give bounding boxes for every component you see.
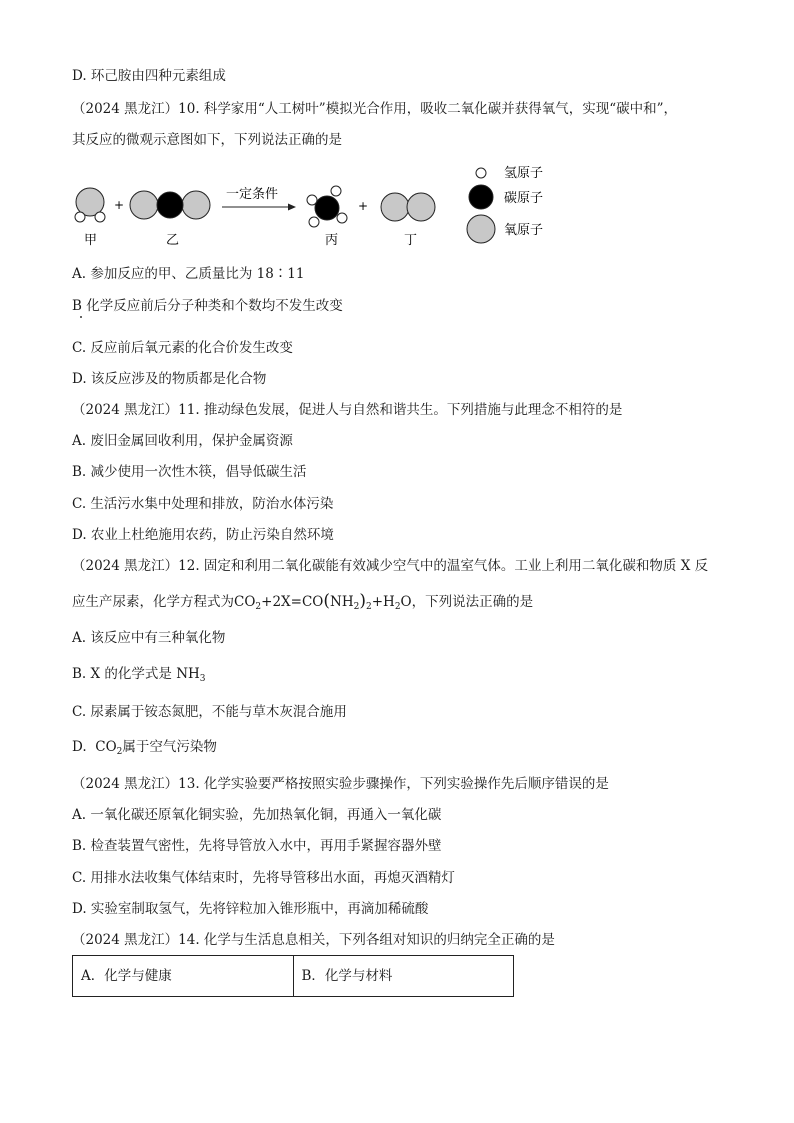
jia-hydrogen-atom-1 (75, 212, 85, 222)
legend-carbon-icon (469, 185, 493, 209)
legend-hydrogen-icon (476, 168, 486, 178)
question-14-table (72, 955, 514, 997)
stray-dot (80, 316, 82, 318)
label-yi: 乙 (166, 233, 180, 248)
table-cell-a: A．化学与健康 (81, 968, 172, 984)
label-bing: 丙 (325, 233, 339, 248)
question-12-stem-1: （2024 黑龙江）12. 固定和利用二氧化碳能有效减少空气中的温室气体。工业上利用二氧化碳和物质 X 反 (72, 558, 709, 574)
question-13-stem: （2024 黑龙江）13. 化学实验要严格按照实验步骤操作，下列实验操作先后顺序错误的是 (72, 776, 609, 792)
question-12-option-a: A. 该反应中有三种氧化物 (72, 630, 226, 646)
question-11-option-c: C. 生活污水集中处理和排放，防治水体污染 (72, 496, 334, 512)
yi-oxygen-atom-1 (130, 191, 158, 219)
question-10-stem-2: 其反应的微观示意图如下，下列说法正确的是 (72, 132, 342, 148)
question-10-option-d: D. 该反应涉及的物质都是化合物 (72, 371, 267, 387)
question-11-option-a: A. 废旧金属回收利用，保护金属资源 (72, 433, 293, 449)
bing-hydrogen-atom-4 (337, 213, 347, 223)
reaction-micro-diagram (66, 160, 566, 252)
question-12-option-b: B. X 的化学式是 $NH_3$ (72, 666, 206, 684)
question-11-option-b: B. 减少使用一次性木筷，倡导低碳生活 (72, 464, 307, 480)
legend-oxygen-icon (467, 215, 495, 243)
yi-carbon-atom (157, 192, 183, 218)
legend-carbon-label: 碳原子 (504, 191, 544, 206)
label-jia: 甲 (84, 233, 98, 248)
co2-formula: $CO_2$ (95, 739, 123, 757)
table-cell-b: B．化学与材料 (293, 956, 514, 996)
question-11-stem: （2024 黑龙江）11. 推动绿色发展，促进人与自然和谐共生。下列措施与此理念不相符的是 (72, 402, 623, 418)
plus-sign-1: + (114, 198, 125, 212)
option-d-prev: D. 环己胺由四种元素组成 (72, 68, 226, 84)
question-13-option-c: C. 用排水法收集气体结束时，先将导管移出水面，再熄灭酒精灯 (72, 870, 455, 886)
bing-hydrogen-atom-2 (307, 195, 317, 205)
ding-oxygen-atom-1 (381, 193, 409, 221)
bing-hydrogen-atom-1 (331, 186, 341, 196)
question-12-stem-2 (72, 591, 533, 617)
legend-oxygen-label: 氧原子 (504, 223, 544, 238)
question-13-option-d: D. 实验室制取氢气，先将锌粒加入锥形瓶中，再滴加稀硫酸 (72, 901, 429, 917)
question-14-stem: （2024 黑龙江）14. 化学与生活息息相关，下列各组对知识的归纳完全正确的是 (72, 932, 555, 948)
plus-sign-2: + (358, 199, 369, 213)
question-10-option-c: C. 反应前后氧元素的化合价发生改变 (72, 340, 293, 356)
reaction-condition: 一定条件 (226, 187, 279, 202)
ding-oxygen-atom-2 (407, 193, 435, 221)
jia-hydrogen-atom-2 (95, 212, 105, 222)
question-12-option-c: C. 尿素属于铵态氮肥，不能与草木灰混合施用 (72, 704, 347, 720)
question-12-option-d: D. $CO_2$属于空气污染物 (72, 739, 217, 757)
bing-carbon-atom (315, 196, 339, 220)
bing-hydrogen-atom-3 (309, 217, 319, 227)
question-10-stem-1: （2024 黑龙江）10. 科学家用“人工树叶”模拟光合作用，吸收二氧化碳并获得氧气，实现“碳中和”， (72, 101, 678, 117)
question-10-option-a: A. 参加反应的甲、乙质量比为 18∶11 (72, 266, 305, 282)
yi-oxygen-atom-2 (182, 191, 210, 219)
chemical-equation: $CO_2+2X=CO(NH_2)_2+H_2O$ (234, 591, 412, 612)
question-10-option-b: B 化学反应前后分子种类和个数均不发生改变 (72, 298, 343, 314)
question-13-option-b: B. 检查装置气密性，先将导管放入水中，再用手紧握容器外壁 (72, 838, 442, 854)
label-ding: 丁 (404, 233, 418, 248)
question-11-option-d: D. 农业上杜绝施用农药，防止污染自然环境 (72, 527, 334, 543)
legend-hydrogen-label: 氢原子 (504, 166, 544, 181)
stem-text-post: ，下列说法正确的是 (411, 594, 534, 610)
stem-text-pre: 应生产尿素，化学方程式为 (72, 594, 234, 610)
reaction-arrow-head (288, 204, 296, 211)
nh3-formula: $NH_3$ (176, 666, 206, 684)
question-13-option-a: A. 一氧化碳还原氧化铜实验，先加热氧化铜，再通入一氧化碳 (72, 807, 442, 823)
